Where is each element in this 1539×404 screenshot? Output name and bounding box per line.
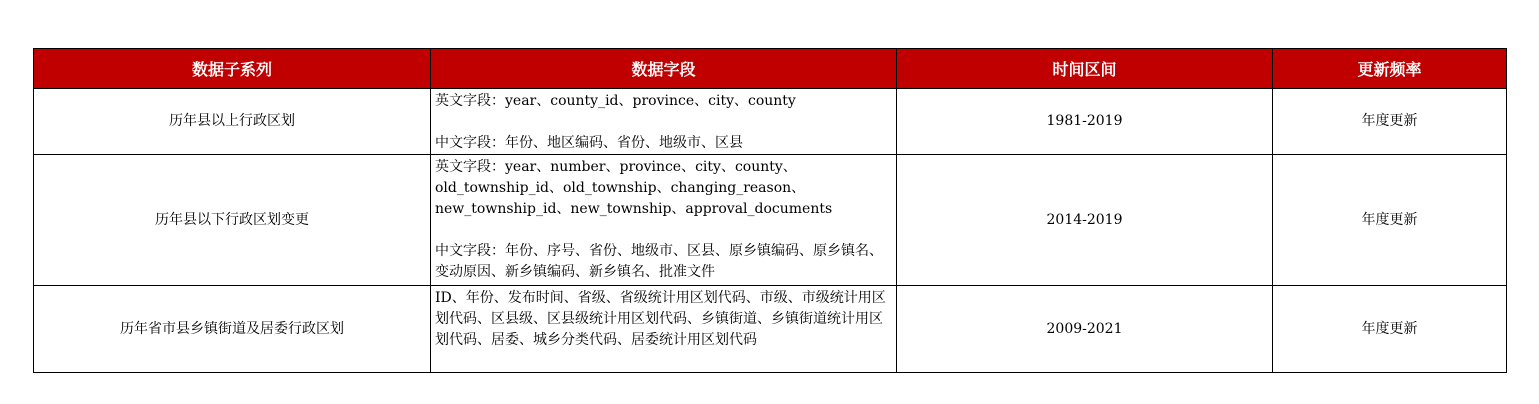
period-cell: 1981-2019 [897, 89, 1273, 155]
series-cell: 历年省市县乡镇街道及居委行政区划 [34, 286, 431, 373]
frequency-cell: 年度更新 [1273, 155, 1507, 286]
table-row [34, 89, 1507, 155]
table-row [34, 286, 1507, 373]
header-fields: 数据字段 [431, 49, 897, 89]
fields-text: 英文字段：year、county_id、province、city、county 中文字段：年份、地区编码、省份、地级市、区县 [435, 93, 796, 151]
fields-cell [431, 155, 897, 286]
frequency-cell: 年度更新 [1273, 89, 1507, 155]
period-cell: 2009-2021 [897, 286, 1273, 373]
data-table-container [33, 48, 1506, 373]
series-cell: 历年县以下行政区划变更 [34, 155, 431, 286]
header-series: 数据子系列 [34, 49, 431, 89]
frequency-cell: 年度更新 [1273, 286, 1507, 373]
period-cell: 2014-2019 [897, 155, 1273, 286]
fields-text: 英文字段：year、number、province、city、county、 old_township_id、old_township、changing_reason、 new_township_id、new_township、approval_documents 中文字段：年份、序号、省份、地级市、区县、原乡镇编码、原乡镇名、变动原因、新乡镇编码、新乡镇名、批准文件 [435, 159, 883, 280]
series-cell: 历年县以上行政区划 [34, 89, 431, 155]
table-header-row [34, 49, 1507, 89]
header-frequency: 更新频率 [1273, 49, 1507, 89]
fields-cell [431, 89, 897, 155]
fields-cell [431, 286, 897, 373]
table-row [34, 155, 1507, 286]
data-series-table [33, 48, 1507, 373]
header-period: 时间区间 [897, 49, 1273, 89]
fields-text: ID、年份、发布时间、省级、省级统计用区划代码、市级、市级统计用区划代码、区县级、区县级统计用区划代码、乡镇街道、乡镇街道统计用区划代码、居委、城乡分类代码、居委统计用区划代码 [435, 290, 886, 348]
